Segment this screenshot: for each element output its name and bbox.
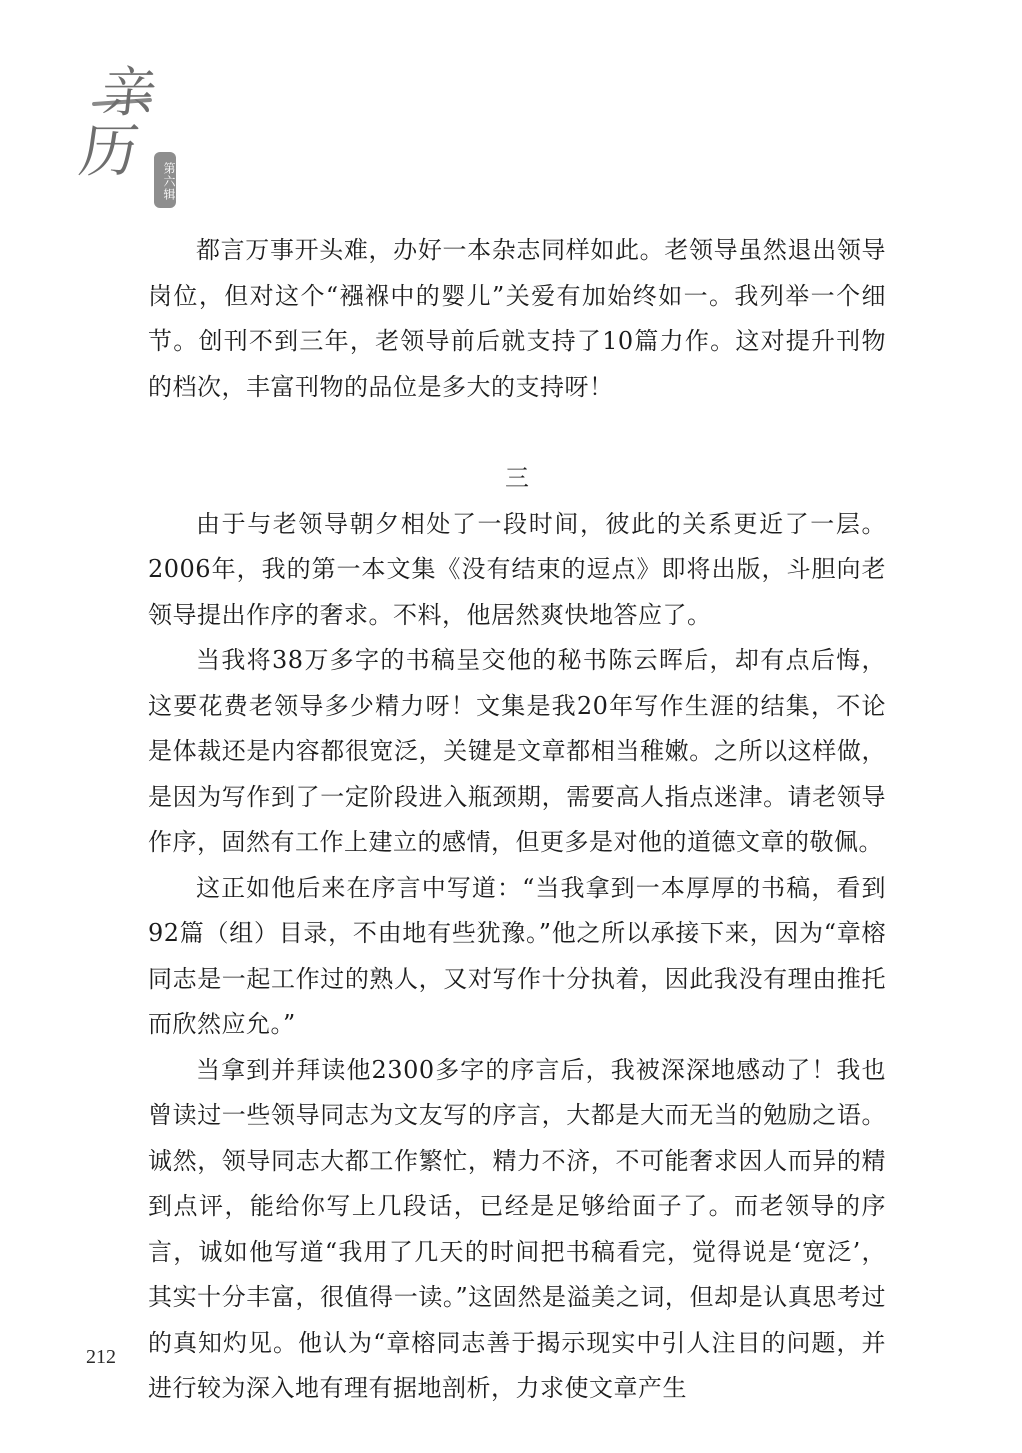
paragraph: 当我将38万多字的书稿呈交他的秘书陈云晖后，却有点后悔，这要花费老领导多少精力呀！文集是我20年写作生涯的结集，不论是体裁还是内容都很宽泛，关键是文章都相当稚嫩。之所以这样做，是因为写作到了一定阶段进入瓶颈期，需要高人指点迷津。请老领导作序，固然有工作上建立的感情，但更多是对他的道德文章的敬佩。	[148, 646, 886, 856]
logo-volume-seal: 第六辑	[154, 152, 176, 208]
logo-character-li: 历	[75, 117, 143, 185]
book-series-logo	[70, 61, 190, 201]
section-heading: 三	[505, 464, 529, 492]
logo-character-qin: 亲	[98, 61, 160, 124]
page-body	[148, 228, 886, 1412]
paragraph: 都言万事开头难，办好一本杂志同样如此。老领导虽然退出领导岗位，但对这个“襁褓中的婴儿”关爱有加始终如一。我列举一个细节。创刊不到三年，老领导前后就支持了10篇力作。这对提升刊物的档次，丰富刊物的品位是多大的支持呀！	[148, 236, 886, 401]
paragraph: 由于与老领导朝夕相处了一段时间，彼此的关系更近了一层。2006年，我的第一本文集《没有结束的逗点》即将出版，斗胆向老领导提出作序的奢求。不料，他居然爽快地答应了。	[148, 509, 886, 629]
paragraph: 这正如他后来在序言中写道：“当我拿到一本厚厚的书稿，看到92篇（组）目录，不由地有些犹豫。”他之所以承接下来，因为“章榕同志是一起工作过的熟人，又对写作十分执着，因此我没有理由推托而欣然应允。”	[148, 873, 886, 1038]
paragraph: 当拿到并拜读他2300多字的序言后，我被深深地感动了！我也曾读过一些领导同志为文友写的序言，大都是大而无当的勉励之语。诚然，领导同志大都工作繁忙，精力不济，不可能奢求因人而异的精到点评，能给你写上几段话，已经是足够给面子了。而老领导的序言，诚如他写道“我用了几天的时间把书稿看完，觉得说是‘宽泛’，其实十分丰富，很值得一读。”这固然是溢美之词，但却是认真思考过的真知灼见。他认为“章榕同志善于揭示现实中引人注目的问题，并进行较为深入地有理有据地剖析，力求使文章产生	[148, 1055, 886, 1402]
page-number: 212	[86, 1346, 116, 1368]
